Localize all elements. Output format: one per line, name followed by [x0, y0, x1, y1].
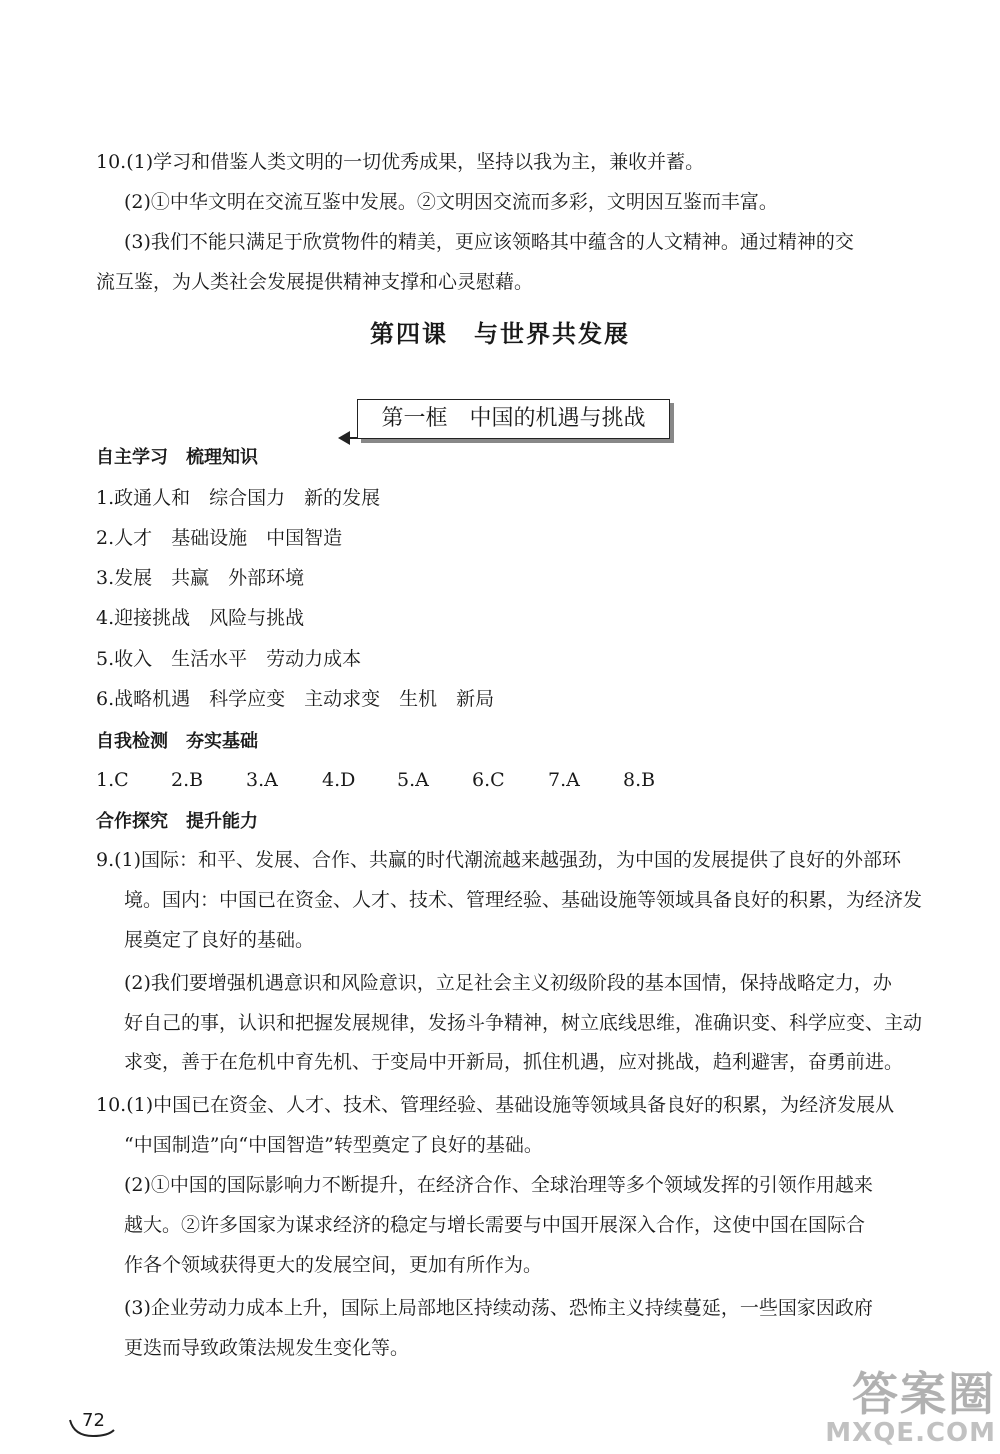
self-check-answers [96, 768, 655, 792]
answer-1: 1.C [96, 769, 129, 791]
self-study-item-1: 1.政通人和 综合国力 新的发展 [96, 487, 381, 509]
watermark-text: 答案圈 [852, 1367, 996, 1421]
answer-3: 3.A [246, 769, 278, 791]
prev-line-2: (2)①中华文明在交流互鉴中发展。②文明因交流而多彩，文明因互鉴而丰富。 [124, 191, 778, 213]
cooperate-heading: 合作探究 提升能力 [96, 811, 258, 832]
cooperate-line-2: 境。国内：中国已在资金、人才、技术、管理经验、基础设施等领域具备良好的积累，为经济发 [124, 889, 923, 911]
self-study-heading: 自主学习 梳理知识 [96, 447, 258, 468]
cooperate-line-10: 越大。②许多国家为谋求经济的稳定与增长需要与中国开展深入合作，这使中国在国际合 [124, 1214, 866, 1236]
answer-2: 2.B [171, 769, 204, 791]
answer-5: 5.A [397, 769, 429, 791]
answer-8: 8.B [623, 769, 656, 791]
lesson-title: 第四课 与世界共发展 [370, 319, 630, 348]
cooperate-line-6: 求变，善于在危机中育先机、于变局中开新局，抓住机遇，应对挑战，趋利避害，奋勇前进。 [124, 1051, 904, 1073]
cooperate-line-3: 展奠定了良好的基础。 [124, 929, 315, 951]
self-check-heading: 自我检测 夯实基础 [96, 731, 258, 752]
cooperate-line-11: 作各个领域获得更大的发展空间，更加有所作为。 [124, 1254, 543, 1276]
self-study-item-6: 6.战略机遇 科学应变 主动求变 生机 新局 [96, 688, 495, 710]
watermark-url: MXQE.COM [825, 1418, 996, 1448]
cooperate-line-1: 9.(1)国际：和平、发展、合作、共赢的时代潮流越来越强劲，为中国的发展提供了良好的外部环 [96, 849, 902, 871]
cooperate-line-5: 好自己的事，认识和把握发展规律，发扬斗争精神，树立底线思维，准确识变、科学应变、主动 [124, 1012, 923, 1034]
arrow-left-icon [338, 431, 350, 445]
cooperate-line-13: 更迭而导致政策法规发生变化等。 [124, 1337, 410, 1359]
cooperate-line-12: (3)企业劳动力成本上升，国际上局部地区持续动荡、恐怖主义持续蔓延，一些国家因政府 [124, 1297, 873, 1319]
self-study-item-2: 2.人才 基础设施 中国智造 [96, 527, 343, 549]
cooperate-line-9: (2)①中国的国际影响力不断提升，在经济合作、全球治理等多个领域发挥的引领作用越来 [124, 1174, 873, 1196]
answer-6: 6.C [472, 769, 505, 791]
self-study-item-5: 5.收入 生活水平 劳动力成本 [96, 648, 362, 670]
page-number: 72 [82, 1410, 105, 1431]
answer-7: 7.A [548, 769, 580, 791]
cooperate-line-7: 10.(1)中国已在资金、人才、技术、管理经验、基础设施等领域具备良好的积累，为经济发展从 [96, 1094, 895, 1116]
answer-4: 4.D [322, 769, 356, 791]
prev-line-4: 流互鉴，为人类社会发展提供精神支撑和心灵慰藉。 [96, 271, 534, 293]
watermark-logo [825, 1367, 996, 1448]
cooperate-line-4: (2)我们要增强机遇意识和风险意识，立足社会主义初级阶段的基本国情，保持战略定力，办 [124, 972, 892, 994]
prev-line-3: (3)我们不能只满足于欣赏物件的精美，更应该领略其中蕴含的人文精神。通过精神的交 [124, 231, 854, 253]
self-study-item-3: 3.发展 共赢 外部环境 [96, 567, 305, 589]
self-study-item-4: 4.迎接挑战 风险与挑战 [96, 607, 305, 629]
cooperate-line-8: “中国制造”向“中国智造”转型奠定了良好的基础。 [124, 1134, 543, 1156]
frame-title-box: 第一框 中国的机遇与挑战 [357, 399, 670, 439]
prev-line-1: 10.(1)学习和借鉴人类文明的一切优秀成果，坚持以我为主，兼收并蓄。 [96, 151, 705, 173]
